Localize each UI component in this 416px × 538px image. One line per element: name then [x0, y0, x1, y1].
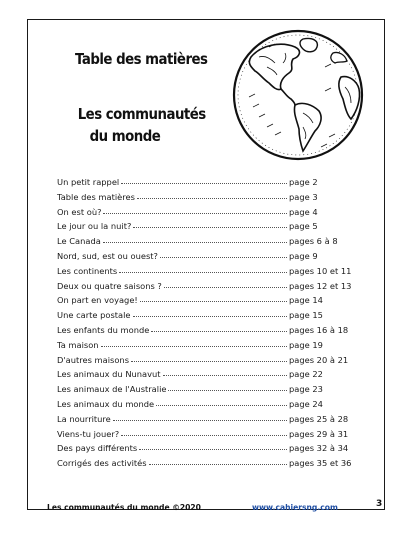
- toc-entry-page: page 22: [289, 369, 323, 380]
- toc-entry[interactable]: [57, 250, 373, 265]
- dot-leader: [131, 353, 287, 362]
- page-number: 3: [376, 499, 383, 509]
- toc-entry-page: page 24: [289, 398, 323, 409]
- toc-entry-page: page 15: [289, 310, 323, 321]
- toc-entry-page: page 14: [289, 295, 323, 306]
- dot-leader: [103, 234, 287, 243]
- toc-entry[interactable]: [57, 191, 373, 206]
- toc-entry-title: Les continents: [57, 265, 118, 276]
- dot-leader: [160, 249, 287, 258]
- toc-entry[interactable]: [57, 339, 373, 354]
- toc-entry-title: Deux ou quatre saisons ?: [57, 280, 162, 291]
- toc-entry[interactable]: [57, 206, 373, 221]
- dot-leader: [103, 205, 287, 214]
- dot-leader: [151, 323, 287, 332]
- subtitle-line-1: Les communautés: [77, 105, 206, 123]
- toc-entry[interactable]: [57, 457, 373, 472]
- toc-entry-title: Table des matières: [57, 191, 135, 202]
- toc-entry[interactable]: [57, 428, 373, 443]
- toc-entry-title: Viens-tu jouer?: [57, 428, 120, 439]
- toc-entry[interactable]: [57, 383, 373, 398]
- footer-title: Les communautés du monde ©2020: [47, 503, 201, 512]
- table-of-contents: [57, 176, 373, 472]
- toc-entry-title: Les animaux du Nunavut: [57, 369, 161, 380]
- dot-leader: [149, 456, 287, 465]
- toc-entry[interactable]: [57, 220, 373, 235]
- toc-entry-page: page 23: [289, 384, 323, 395]
- toc-entry-page: pages 29 à 31: [289, 428, 349, 439]
- toc-entry[interactable]: [57, 265, 373, 280]
- toc-entry-page: pages 12 et 13: [289, 280, 352, 291]
- dot-leader: [156, 397, 287, 406]
- toc-entry[interactable]: [57, 398, 373, 413]
- toc-entry-page: pages 10 et 11: [289, 265, 352, 276]
- toc-entry[interactable]: [57, 235, 373, 250]
- toc-entry-page: pages 32 à 34: [289, 443, 349, 454]
- toc-entry-page: pages 16 à 18: [289, 324, 349, 335]
- dot-leader: [121, 175, 287, 184]
- subtitle-line-2: du monde: [89, 127, 161, 145]
- dot-leader: [163, 367, 287, 376]
- toc-entry-title: Ta maison: [57, 339, 99, 350]
- page-title: Table des matières: [75, 50, 208, 68]
- subtitle: [70, 103, 206, 147]
- toc-entry-page: pages 6 à 8: [289, 236, 338, 247]
- toc-entry[interactable]: [57, 309, 373, 324]
- toc-entry-page: page 19: [289, 339, 323, 350]
- toc-entry[interactable]: [57, 413, 373, 428]
- toc-entry-title: Des pays différents: [57, 443, 138, 454]
- toc-entry-title: Corrigés des activités: [57, 458, 147, 469]
- toc-entry-page: page 2: [289, 177, 318, 187]
- toc-entry-title: Les enfants du monde: [57, 324, 150, 335]
- toc-entry-page: page 5: [289, 221, 318, 232]
- toc-entry[interactable]: [57, 442, 373, 457]
- toc-entry-title: On part en voyage!: [57, 295, 138, 306]
- dot-leader: [133, 219, 287, 228]
- dot-leader: [139, 441, 287, 450]
- toc-entry-title: Une carte postale: [57, 310, 131, 321]
- toc-entry-title: Le Canada: [57, 236, 101, 247]
- toc-entry[interactable]: [57, 324, 373, 339]
- dot-leader: [140, 293, 287, 302]
- dot-leader: [121, 427, 287, 436]
- dot-leader: [164, 279, 287, 288]
- dot-leader: [101, 338, 287, 347]
- toc-entry[interactable]: [57, 280, 373, 295]
- toc-entry-page: page 4: [289, 206, 318, 217]
- toc-entry-title: D'autres maisons: [57, 354, 130, 365]
- toc-entry[interactable]: [57, 368, 373, 383]
- toc-entry-title: Un petit rappel: [57, 177, 120, 187]
- dot-leader: [119, 264, 287, 273]
- footer-website-link[interactable]: www.cahiersng.com: [252, 503, 338, 512]
- toc-entry-page: pages 35 et 36: [289, 458, 352, 469]
- toc-entry-title: La nourriture: [57, 413, 111, 424]
- toc-entry-page: page 3: [289, 191, 318, 202]
- dot-leader: [133, 308, 287, 317]
- toc-entry[interactable]: [57, 176, 373, 191]
- toc-entry-title: Le jour ou la nuit?: [57, 221, 132, 232]
- globe-icon: [229, 27, 367, 163]
- toc-entry-title: Nord, sud, est ou ouest?: [57, 250, 158, 261]
- toc-entry-title: Les animaux de l'Australie: [57, 384, 167, 395]
- toc-entry[interactable]: [57, 294, 373, 309]
- toc-entry-page: pages 20 à 21: [289, 354, 349, 365]
- toc-entry-title: On est où?: [57, 206, 102, 217]
- dot-leader: [168, 382, 287, 391]
- toc-entry-page: page 9: [289, 250, 318, 261]
- dot-leader: [113, 412, 287, 421]
- toc-entry-page: pages 25 à 28: [289, 413, 349, 424]
- dot-leader: [137, 190, 287, 199]
- toc-entry[interactable]: [57, 354, 373, 369]
- toc-entry-title: Les animaux du monde: [57, 398, 155, 409]
